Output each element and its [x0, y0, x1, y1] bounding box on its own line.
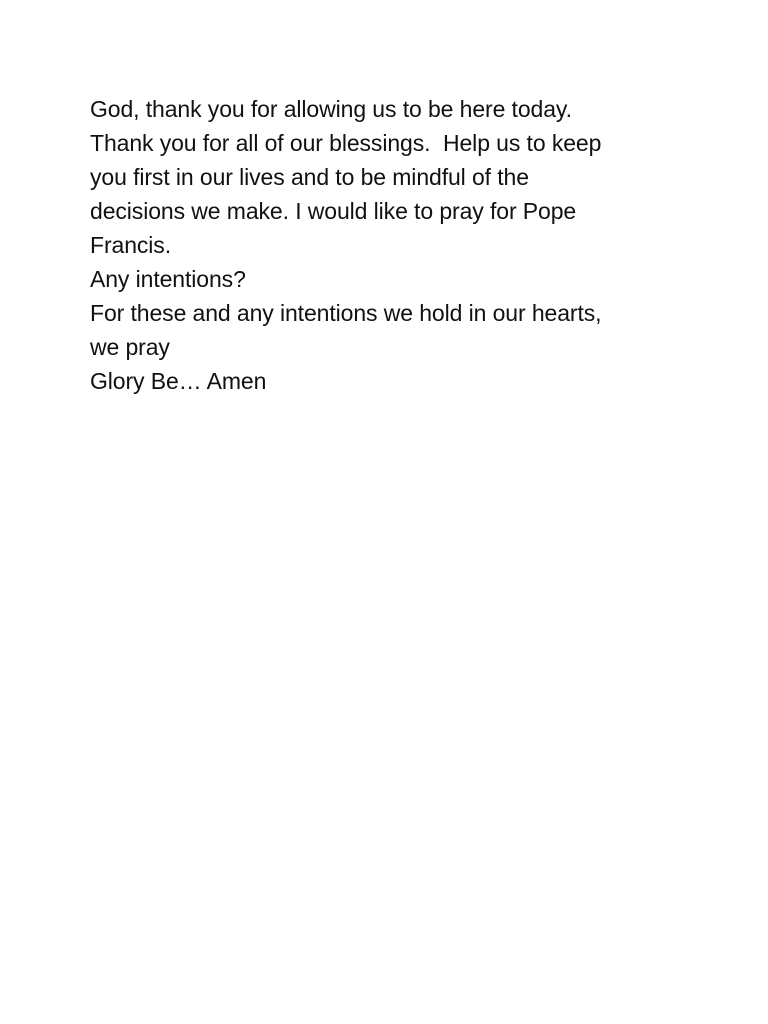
intentions-line-2: we pray [90, 334, 170, 360]
intentions-question: Any intentions? [90, 266, 246, 292]
prayer-line-4: decisions we make. I would like to pray for Pope [90, 198, 577, 224]
closing-line: Glory Be… Amen [90, 368, 267, 394]
prayer-line-1: God, thank you for allowing us to be here today. [90, 96, 572, 122]
prayer-text [90, 92, 690, 398]
intentions-line-1: For these and any intentions we hold in our hearts, [90, 300, 602, 326]
prayer-line-2: Thank you for all of our blessings. Help us to keep [90, 130, 602, 156]
prayer-line-3: you first in our lives and to be mindful of the [90, 164, 529, 190]
prayer-line-5: Francis. [90, 232, 171, 258]
